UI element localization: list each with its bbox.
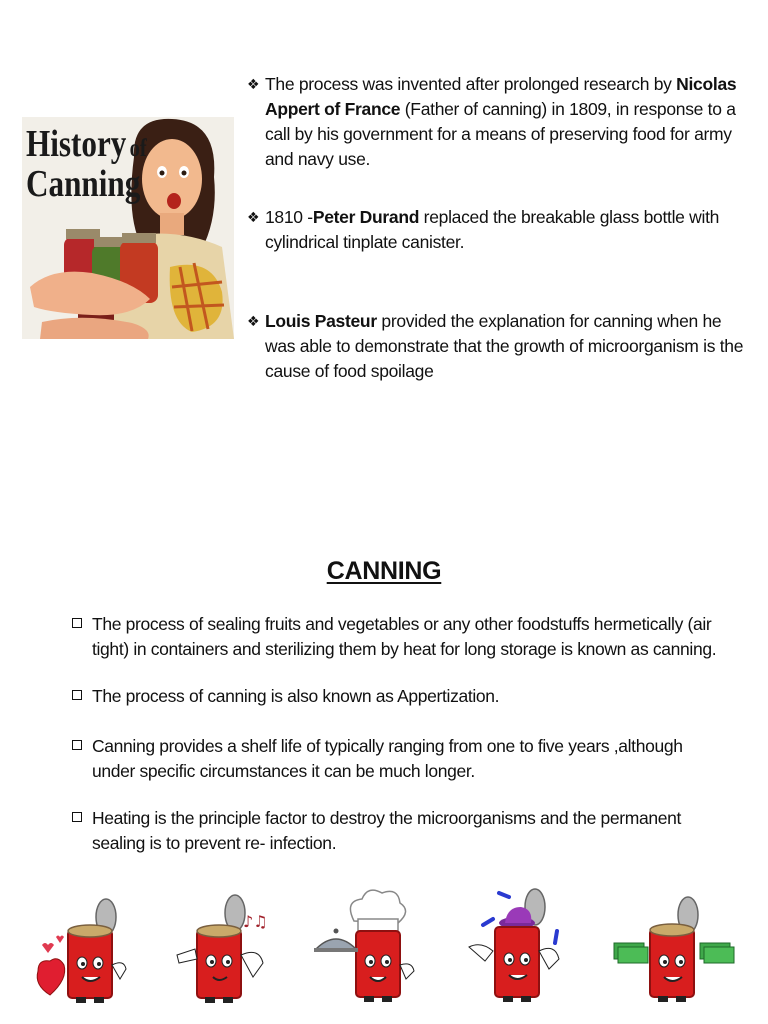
canning-point <box>72 684 722 709</box>
history-point-text: (Father of canning) in 1809, in response to a call by his government for a means of preserving food for army and navy use. <box>265 99 736 169</box>
canning-point <box>72 612 722 662</box>
history-point-bold: Louis Pasteur <box>265 311 377 331</box>
history-point-text: 1810 - <box>265 207 313 227</box>
checkbox-bullet-icon <box>72 812 82 822</box>
checkbox-bullet-icon <box>72 740 82 750</box>
history-point <box>247 72 747 172</box>
history-point-text: provided the explanation for canning when he was able to demonstrate that the growth of microorganism is the cause of food spoilage <box>265 311 744 381</box>
canning-point-text: The process of sealing fruits and vegetables or any other foodstuffs hermetically (air tight) in containers and sterilizing them by heat for long storage is known as canning. <box>92 614 717 659</box>
svg-text:♪♫: ♪♫ <box>243 912 268 931</box>
history-point-bold: Nicolas Appert of France <box>265 74 737 119</box>
can-with-cash-icon <box>608 885 728 1010</box>
can-with-music-notes-icon <box>167 885 287 1010</box>
checkbox-bullet-icon <box>72 690 82 700</box>
history-point-text: replaced the breakable glass bottle with cylindrical tinplate canister. <box>265 207 720 252</box>
canning-point-text: Heating is the principle factor to destroy the microorganisms and the permanent sealing is to prevent re- infection. <box>92 808 682 853</box>
canning-point-text: Canning provides a shelf life of typically ranging from one to five years ,although under specific circumstances it can be much longer. <box>92 736 683 781</box>
history-point-text: The process was invented after prolonged research by <box>265 74 677 94</box>
can-mascots-row <box>20 885 750 1010</box>
can-with-heart-icon <box>28 885 148 1010</box>
diamond-bullet-icon: ❖ <box>247 76 260 92</box>
history-points-list <box>247 72 747 384</box>
history-of-canning-title <box>26 125 147 205</box>
canning-point <box>72 806 722 856</box>
history-point <box>247 205 747 255</box>
history-of-canning-image <box>22 117 234 339</box>
history-point <box>247 309 747 384</box>
canning-point <box>72 734 722 784</box>
can-juggler-icon <box>455 885 575 1010</box>
history-point-bold: Peter Durand <box>312 207 420 227</box>
diamond-bullet-icon: ❖ <box>247 313 260 329</box>
history-title-of: of <box>129 135 147 162</box>
diamond-bullet-icon: ❖ <box>247 209 260 225</box>
canning-title-word: Canning <box>26 162 141 205</box>
history-title-word: History <box>26 123 127 165</box>
checkbox-bullet-icon <box>72 618 82 628</box>
canning-point-text: The process of canning is also known as Appertization. <box>92 686 500 706</box>
canning-points-list <box>72 612 722 856</box>
canning-heading: CANNING <box>326 557 442 585</box>
can-chef-icon <box>312 885 432 1010</box>
